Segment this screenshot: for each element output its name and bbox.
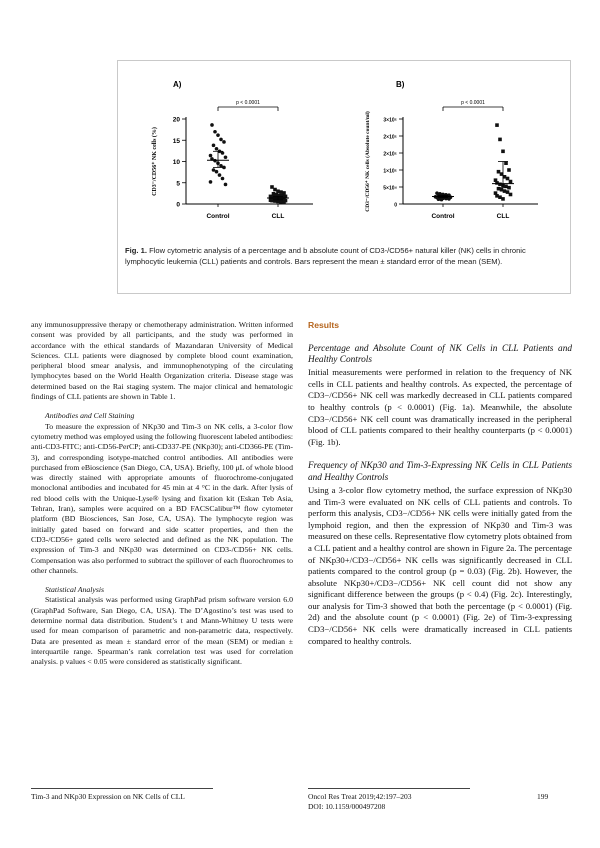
- panel-label: A): [173, 80, 182, 89]
- data-point: [501, 197, 505, 201]
- data-point: [221, 151, 225, 155]
- caption-text: Flow cytometric analysis of a percentage and b absolute count of CD3-/CD56+ natural killer (NK) cells in chronic lymphocytic leukemia (CLL) patients and controls. Bars represent the mean ± standard error of the mean (SEM).: [125, 246, 526, 266]
- y-tick-label: 3×10⁵: [383, 117, 397, 124]
- paragraph: To measure the expression of NKp30 and Tim-3 on NK cells, a 3-color flow cytometry method was employed using the following fluorescent labeled antibodies: anti-CD3-FITC; anti-CD56-PerCP; anti-CD337-PE (NKp30); anti-CD366-PE (Tim-3), and corresponding isotype-matched control antibodies. All antibodies were purchased from eBioscience (San Diego, CA, USA). Briefly, 100 μL of whole blood was directly stained with appropriate amounts of fluorochrome-conjugated monoclonal antibodies and incubated for 45 min at 4 °C in the dark. After lysis of red blood cells with the Unique-Lyse® lysing and fixation kit (Eskan Teb Asia, Tehran, Iran), samples were acquired on a BD FACSCalibur™ flow cytometer platform (BD Biosciences, San Jose, CA, USA). The lymphocyte region was initially gated based on forward and side scatter properties, and then the CD3-/CD56+ gated cells were selected and defined as the NK population. The expression of Tim-3 and NKp30 was determined on CD3-/CD56+ NK cells. Compensation was also performed to subtract the spillover of each fluorochromes to other channels.: [31, 421, 293, 575]
- y-tick-label: 5: [176, 180, 180, 188]
- y-tick-label: 1×10⁵: [383, 168, 397, 175]
- x-tick-label: CLL: [271, 213, 285, 220]
- y-tick-label: 0: [394, 202, 397, 209]
- x-tick-label: Control: [431, 213, 455, 220]
- subheading: Statistical Analysis: [45, 585, 105, 595]
- subheading: Frequency of NKp30 and Tim-3-Expressing NK Cells in CLL Patients and Healthy Controls: [308, 461, 572, 484]
- y-axis-label: CD3⁻/CD56⁺ NK cells (Absolute count/ml): [365, 111, 371, 212]
- left-column: [31, 320, 293, 668]
- data-point: [216, 133, 220, 137]
- y-tick-label: 2×10⁵: [383, 151, 397, 158]
- data-point: [210, 123, 214, 127]
- figure-1-charts: [118, 61, 570, 241]
- data-point: [209, 154, 213, 158]
- doi: DOI: 10.1159/000497208: [308, 801, 386, 811]
- x-tick-label: Control: [206, 213, 230, 220]
- data-point: [219, 138, 223, 142]
- journal-citation: [308, 792, 412, 811]
- data-point: [507, 168, 511, 172]
- caption-label: Fig. 1.: [125, 246, 147, 255]
- data-point: [509, 193, 513, 197]
- data-point: [222, 140, 226, 144]
- footer-rule-right: [308, 788, 470, 789]
- data-point: [212, 144, 216, 148]
- x-tick-label: CLL: [496, 213, 510, 220]
- significance-label: p < 0.0001: [461, 100, 485, 106]
- data-point: [218, 173, 222, 177]
- panel-label: B): [396, 80, 405, 89]
- subheading: Antibodies and Cell Staining: [45, 411, 135, 421]
- data-point: [506, 177, 510, 181]
- section-heading: Results: [308, 320, 340, 330]
- running-footer-title: Tim-3 and NKp30 Expression on NK Cells of CLL: [31, 792, 185, 801]
- data-point: [282, 201, 286, 205]
- subheading: Percentage and Absolute Count of NK Cells in CLL Patients and Healthy Controls: [308, 343, 572, 366]
- data-point: [215, 147, 219, 151]
- y-tick-label: 20: [172, 116, 180, 124]
- y-tick-label: 15: [172, 137, 180, 145]
- data-point: [509, 180, 513, 184]
- data-point: [498, 138, 502, 142]
- y-tick-label: 10: [172, 159, 180, 166]
- data-point: [215, 170, 219, 174]
- paragraph: Statistical analysis was performed using GraphPad prism software version 6.0 (GraphPad Software, San Diego, CA, USA). The D’Agostino’s test was used to determine normal data distribution. Student’s t and Mann-Whitney U tests were used for mean comparison of parametric and non-parametric data, respectively. Data are presented as mean ± standard error of the mean (SEM) or median ± interquartile range. Spearman’s rank correlation test was used for correlation analysis. p values < 0.05 were considered as statistically significant.: [31, 595, 293, 667]
- journal-name: Oncol Res Treat 2019;42:197–203: [308, 792, 412, 801]
- data-point: [440, 198, 444, 202]
- paragraph: Initial measurements were performed in relation to the frequency of NK cells in CLL patients and healthy controls. As expected, the percentage of CD3−/CD56+ NK cell was markedly decreased in CLL patients compared to healthy controls (p < 0.0001) (Fig. 1a). Meanwhile, the absolute CD3−/CD56+ NK cell count was dramatically increased in the peripheral blood of CLL patients compared to their healthy counterparts (p < 0.0001) (Fig. 1b).: [308, 367, 572, 447]
- y-axis-label: CD3⁻/CD56⁺ NK cells (%): [152, 127, 158, 196]
- data-point: [501, 150, 505, 154]
- data-point: [495, 123, 499, 127]
- figure-caption: [125, 246, 565, 267]
- footer-rule-left: [31, 788, 213, 789]
- y-tick-label: 5×10⁴: [383, 185, 397, 192]
- right-column: [308, 320, 572, 647]
- y-tick-label: 0: [176, 201, 180, 209]
- data-point: [224, 155, 228, 159]
- page-number: 199: [537, 792, 549, 801]
- data-point: [224, 183, 228, 187]
- paragraph: Using a 3-color flow cytometry method, the surface expression of NKp30 and Tim-3 were evaluated on NK cells of CLL patients and controls. To perform this analysis, CD3−/CD56+ NK cells were initially gated from the lymphoid region, and then the expression of NKp30 and Tim-3 was measured on these cells. Representative flow cytometry plots obtained from a CLL patient and a healthy control are shown in Figure 2a. The percentage of NKp30+/CD3−/CD56+ NK cells was significantly decreased in CLL patients compared to the control group (p = 0.03) (Fig. 2b). However, the absolute NKp30+/CD3−/CD56+ NK cell count did not show any significant difference between the groups (p < 0.4) (Fig. 2c). Interestingly, our analysis for Tim-3 showed that both the percentage (p < 0.0001) (Fig. 2d) and the absolute count (p < 0.0001) (Fig. 2e) of Tim-3-expressing CD3−/CD56+ NK cells were dramatically increased in CLL patients compared to healthy controls.: [308, 484, 572, 646]
- significance-label: p < 0.0001: [236, 100, 260, 106]
- data-point: [213, 130, 217, 134]
- data-point: [209, 180, 213, 184]
- paragraph: any immunosuppressive therapy or chemotherapy administration. Written informed consent was provided by all participants, and the study was performed in accordance with the ethical standards of Mazandaran University of Medical Sciences. CLL patients were diagnosed by complete blood count examination, peripheral blood smear analysis, and immunophenotyping of the circulating lymphocytes based on the World Health Organization criteria. Disease stage was determined based on the Rai staging system. The major clinical and hematologic findings of CLL patients are shown in Table 1.: [31, 320, 293, 402]
- data-point: [221, 177, 225, 181]
- y-tick-label: 2×10⁵: [383, 134, 397, 141]
- data-point: [504, 161, 508, 165]
